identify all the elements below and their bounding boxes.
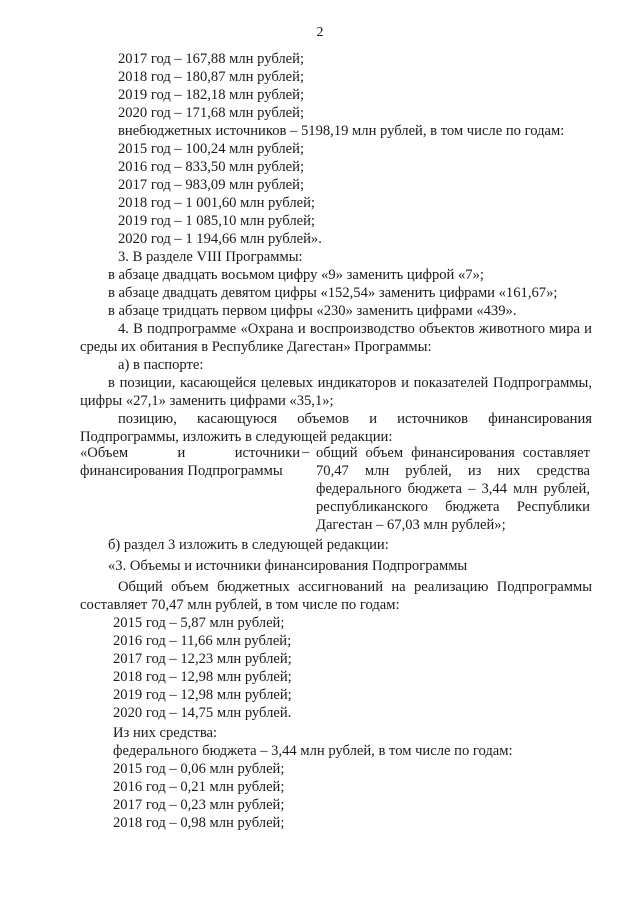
budget-year-line: 2017 год – 12,23 млн рублей; bbox=[113, 651, 292, 667]
passport-row-label bbox=[80, 444, 300, 480]
passport-row-value bbox=[316, 444, 590, 534]
budget-year-line: 2017 год – 167,88 млн рублей; bbox=[118, 51, 305, 67]
passport-label-line: финансирования Подпрограммы bbox=[80, 463, 283, 479]
section-3-heading: «3. Объемы и источники финансирования Подпрограммы bbox=[108, 558, 468, 574]
budget-year-line: 2019 год – 1 085,10 млн рублей; bbox=[118, 213, 315, 229]
amendment-line-cont: Подпрограммы, изложить в следующей редакции: bbox=[80, 429, 393, 445]
amendment-line: в абзаце двадцать девятом цифры «152,54» заменить цифрами «161,67»; bbox=[108, 285, 558, 301]
amendment-line: в позиции, касающейся целевых индикаторов и показателей Подпрограммы, bbox=[108, 375, 592, 391]
funding-sources-heading: Из них средства: bbox=[113, 725, 218, 741]
budget-year-line: 2020 год – 1 194,66 млн рублей». bbox=[118, 231, 322, 247]
total-budget-line: Общий объем бюджетных ассигнований на реализацию Подпрограммы bbox=[118, 579, 592, 595]
budget-year-line: 2016 год – 11,66 млн рублей; bbox=[113, 633, 292, 649]
passport-value-line: общий объем финансирования составляет bbox=[316, 445, 590, 461]
passport-label-line: «Объем и источники bbox=[80, 445, 300, 461]
passport-value-line: республиканского бюджета Республики bbox=[316, 499, 590, 515]
subitem-a: а) в паспорте: bbox=[118, 357, 204, 373]
page-number: 2 bbox=[316, 25, 324, 40]
budget-year-line: 2016 год – 833,50 млн рублей; bbox=[118, 159, 305, 175]
budget-year-line: 2017 год – 0,23 млн рублей; bbox=[113, 797, 285, 813]
subitem-b: б) раздел 3 изложить в следующей редакции: bbox=[108, 537, 389, 553]
amendment-line: позицию, касающуюся объемов и источников финансирования bbox=[118, 411, 592, 427]
budget-year-line: 2018 год – 1 001,60 млн рублей; bbox=[118, 195, 315, 211]
budget-year-line: 2016 год – 0,21 млн рублей; bbox=[113, 779, 285, 795]
passport-dash: – bbox=[302, 444, 310, 460]
section-item-4-cont: среды их обитания в Республике Дагестан» Программы: bbox=[80, 339, 432, 355]
budget-year-line: 2018 год – 12,98 млн рублей; bbox=[113, 669, 292, 685]
budget-year-line: 2020 год – 14,75 млн рублей. bbox=[113, 705, 292, 721]
budget-year-line: 2019 год – 12,98 млн рублей; bbox=[113, 687, 292, 703]
passport-value-line: федерального бюджета – 3,44 млн рублей, bbox=[316, 481, 590, 497]
amendment-line: в абзаце двадцать восьмом цифру «9» заменить цифрой «7»; bbox=[108, 267, 484, 283]
budget-year-line: 2015 год – 0,06 млн рублей; bbox=[113, 761, 285, 777]
extrabudget-heading: внебюджетных источников – 5198,19 млн рублей, в том числе по годам: bbox=[118, 123, 565, 139]
section-item-4: 4. В подпрограмме «Охрана и воспроизводство объектов животного мира и bbox=[118, 321, 592, 337]
amendment-line-cont: цифры «27,1» заменить цифрами «35,1»; bbox=[80, 393, 334, 409]
budget-year-line: 2020 год – 171,68 млн рублей; bbox=[118, 105, 305, 121]
budget-year-line: 2019 год – 182,18 млн рублей; bbox=[118, 87, 305, 103]
budget-year-line: 2015 год – 5,87 млн рублей; bbox=[113, 615, 285, 631]
amendment-line: в абзаце тридцать первом цифры «230» заменить цифрами «439». bbox=[108, 303, 517, 319]
section-item-3: 3. В разделе VIII Программы: bbox=[118, 249, 303, 265]
budget-year-line: 2018 год – 0,98 млн рублей; bbox=[113, 815, 285, 831]
federal-budget-line: федерального бюджета – 3,44 млн рублей, в том числе по годам: bbox=[113, 743, 513, 759]
budget-year-line: 2015 год – 100,24 млн рублей; bbox=[118, 141, 305, 157]
budget-year-line: 2017 год – 983,09 млн рублей; bbox=[118, 177, 305, 193]
passport-value-line: 70,47 млн рублей, из них средства bbox=[316, 463, 590, 479]
total-budget-line-cont: составляет 70,47 млн рублей, в том числе по годам: bbox=[80, 597, 400, 613]
passport-value-line: Дагестан – 67,03 млн рублей»; bbox=[316, 517, 506, 533]
budget-year-line: 2018 год – 180,87 млн рублей; bbox=[118, 69, 305, 85]
